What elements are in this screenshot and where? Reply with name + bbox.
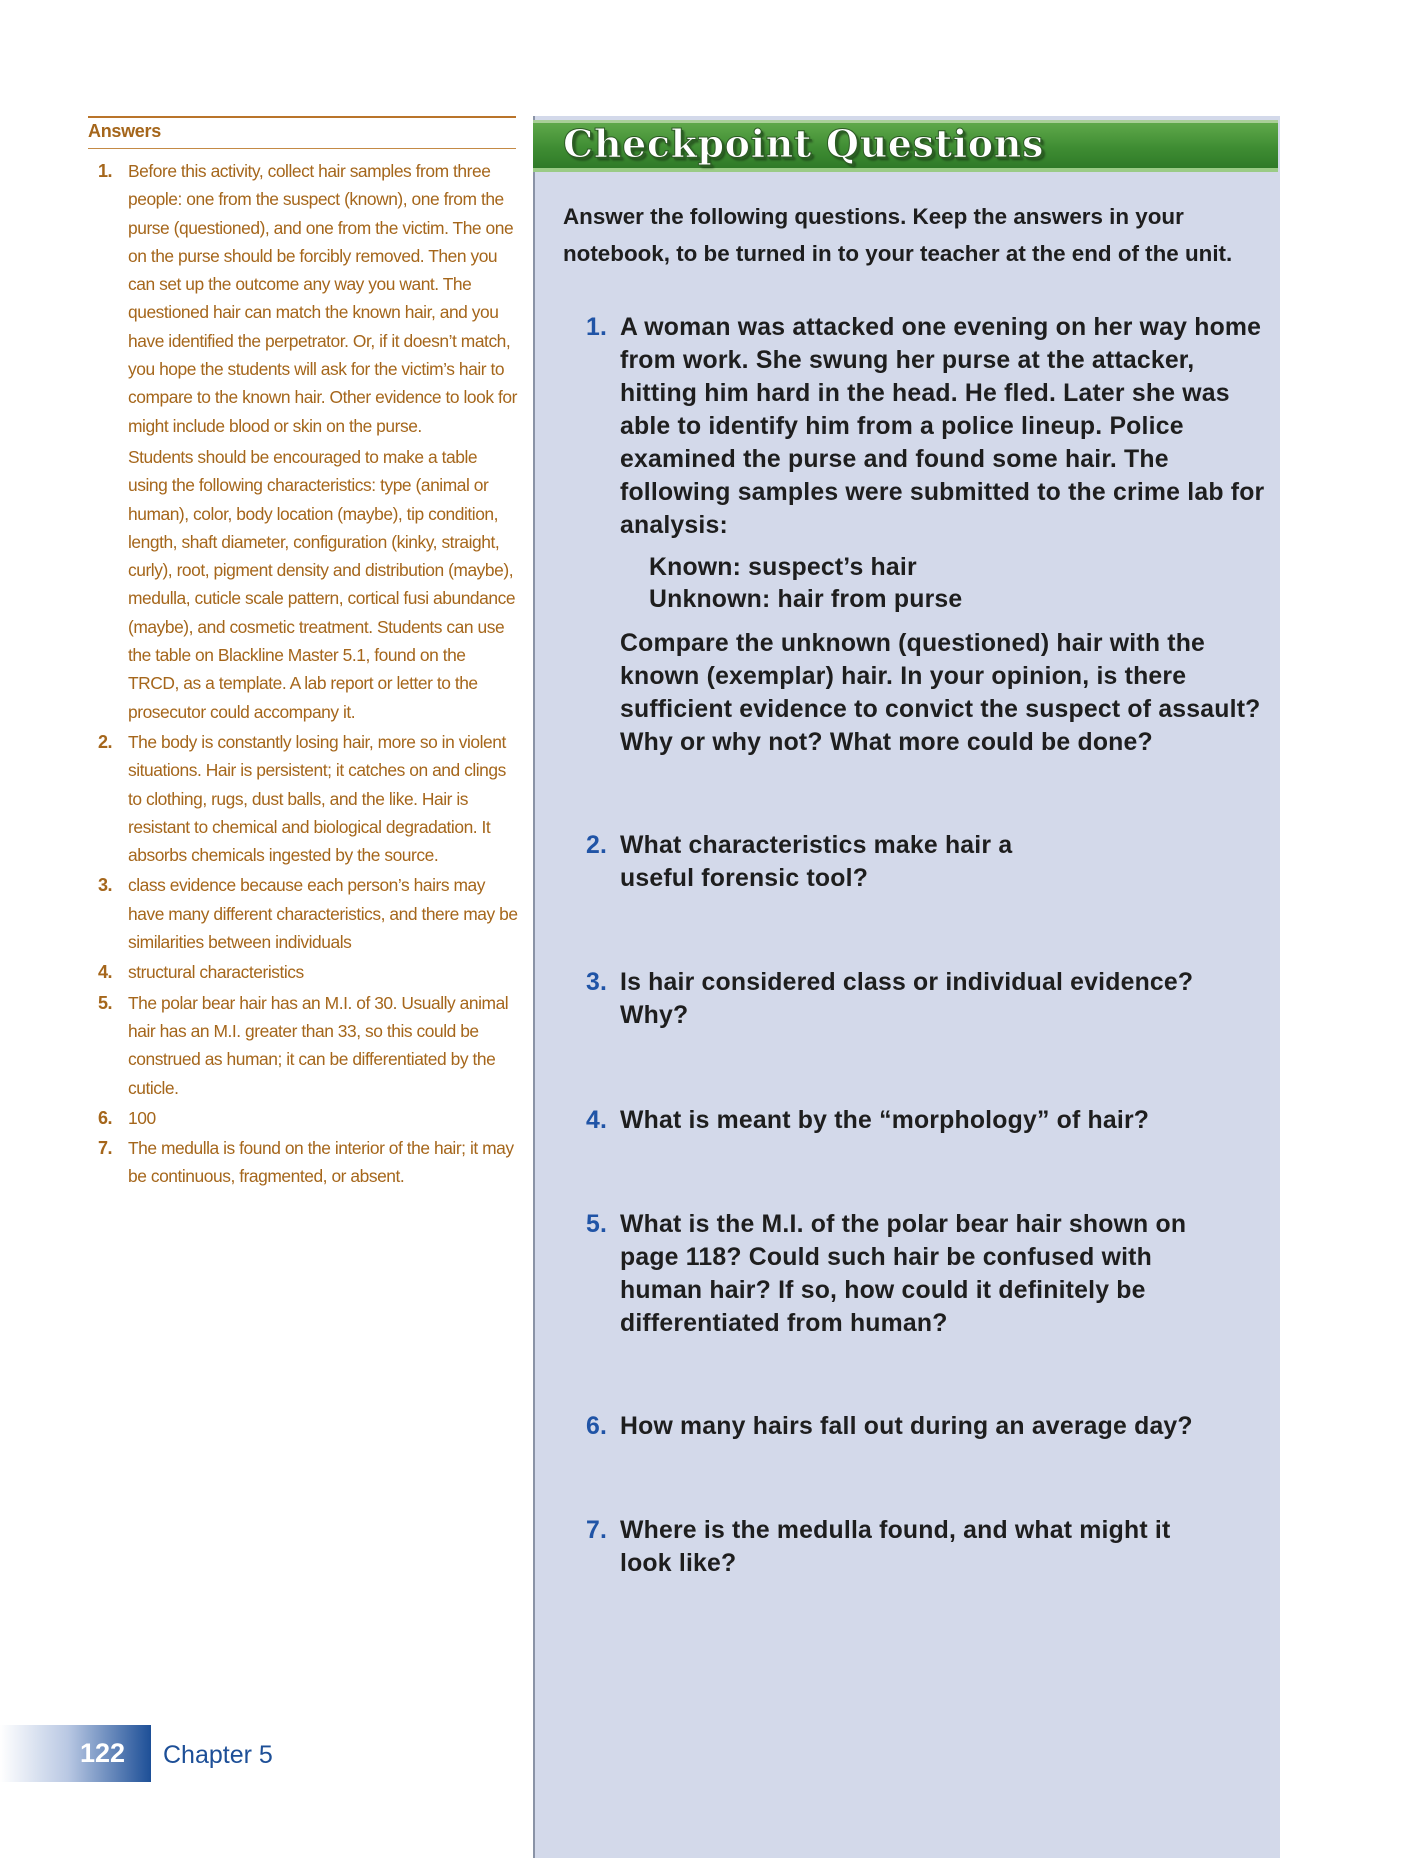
answer-item [88, 157, 520, 726]
sample-unknown: Unknown: hair from purse [649, 586, 963, 613]
question-item [586, 1514, 1266, 1580]
answer-number: 7. [98, 1138, 113, 1159]
answer-item [88, 871, 520, 956]
answer-item [88, 728, 520, 869]
question-text: Is hair considered class or individual evidence? Why? [620, 969, 1194, 1029]
question-followup: Compare the unknown (questioned) hair with the known (exemplar) hair. In your opinion, is there sufficient evidence to convict the suspect of assault? Why or why not? What more could be done? [620, 630, 1261, 756]
question-text: A woman was attacked one evening on her way home from work. She swung her purse at the attacker, hitting him hard in the head. He fled. Later she was able to identify him from a police lineup. Police examined the purse and found some hair. The following samples were submitted to the crime lab for analysis: [620, 314, 1265, 539]
question-number: 7. [586, 1517, 608, 1544]
answer-item [88, 1104, 520, 1132]
answer-text: class evidence because each person’s hairs may have many different characteristics, and there may be similarities between individuals [128, 875, 518, 953]
question-item [586, 829, 1266, 895]
answers-heading: Answers [88, 121, 161, 141]
chapter-label: Chapter 5 [163, 1741, 273, 1769]
checkpoint-title: Checkpoint Questions [563, 121, 1044, 166]
answer-number: 6. [98, 1107, 113, 1128]
answer-number: 5. [98, 992, 113, 1013]
question-sample-list [649, 552, 1266, 616]
question-text: What is meant by the “morphology” of hair? [620, 1107, 1150, 1134]
question-item [586, 1410, 1266, 1443]
answer-text: Students should be encouraged to make a table using the following characteristics: type (animal or human), color, body location (maybe), tip condition, length, shaft diameter, configuration (kinky, straight, curly), root, pigment density and distribution (maybe), medulla, cuticle scale pattern, cortical fusi abundance (maybe), and cosmetic treatment. Students can use the table on Blackline Master 5.1, found on the TRCD, as a template. A lab report or letter to the prosecutor could accompany it. [128, 446, 516, 722]
answer-text: 100 [128, 1107, 156, 1128]
question-number: 2. [586, 832, 608, 859]
answers-heading-rule [88, 148, 516, 149]
question-number: 4. [586, 1107, 608, 1134]
question-text: What characteristics make hair a useful forensic tool? [620, 832, 1013, 892]
question-item [586, 966, 1266, 1032]
answer-item [88, 989, 520, 1102]
question-number: 5. [586, 1211, 608, 1238]
question-number: 6. [586, 1413, 608, 1440]
question-item [586, 1208, 1266, 1340]
question-text: How many hairs fall out during an average day? [620, 1413, 1193, 1440]
page-number: 122 [80, 1738, 126, 1768]
answer-text: structural characteristics [128, 962, 304, 983]
answers-list [88, 157, 520, 1191]
answer-text: Before this activity, collect hair samples from three people: one from the suspect (known), one from the purse (questioned), and one from the victim. The one on the purse should be forcibly removed. Then you can set up the outcome any way you want. The questioned hair can match the known hair, and you have identified the perpetrator. Or, if it doesn’t match, you hope the students will ask for the victim’s hair to compare to the known hair. Other evidence to look for might include blood or skin on the purse. [128, 161, 517, 436]
answer-text: The polar bear hair has an M.I. of 30. Usually animal hair has an M.I. greater than 33, so this could be construed as human; it can be differentiated by the cuticle. [128, 992, 509, 1098]
answer-number: 1. [98, 161, 113, 181]
question-text: What is the M.I. of the polar bear hair shown on page 118? Could such hair be confused with human hair? If so, how could it definitely be differentiated from human? [620, 1211, 1187, 1337]
checkpoint-intro: Answer the following questions. Keep the answers in your notebook, to be turned in to your teacher at the end of the unit. [563, 204, 1233, 266]
answer-text: The medulla is found on the interior of the hair; it may be continuous, fragmented, or absent. [128, 1138, 514, 1187]
answers-top-rule [88, 116, 516, 118]
answer-text: The body is constantly losing hair, more so in violent situations. Hair is persistent; it catches on and clings to clothing, rugs, dust balls, and the like. Hair is resistant to chemical and biological degradation. It absorbs chemicals ingested by the source. [128, 731, 506, 866]
question-text: Where is the medulla found, and what might it look like? [620, 1517, 1171, 1577]
answer-number: 2. [98, 731, 113, 752]
answer-number: 4. [98, 962, 113, 983]
answer-item [88, 958, 520, 986]
question-number: 1. [586, 314, 608, 341]
sample-known: Known: suspect’s hair [649, 554, 917, 581]
answer-item [88, 1134, 520, 1191]
question-item [586, 1104, 1266, 1137]
question-item [586, 311, 1266, 759]
answer-number: 3. [98, 875, 113, 896]
question-number: 3. [586, 969, 608, 996]
